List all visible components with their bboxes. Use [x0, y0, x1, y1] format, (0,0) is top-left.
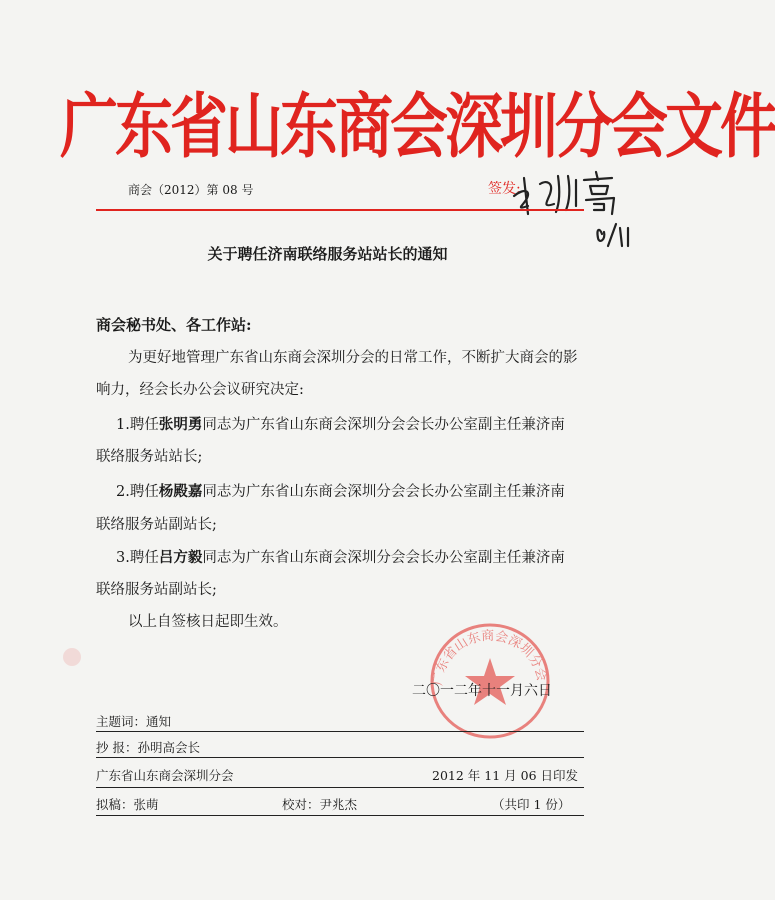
appointment-item-1: [116, 413, 616, 434]
header-red-rule: [96, 209, 584, 211]
footer-rule-2: [96, 757, 584, 758]
subject-keywords: 主题词：通知: [96, 714, 172, 729]
appointment-item-3-continuation: 联络服务站副站长;: [96, 582, 217, 598]
appointment-suffix: 同志为广东省山东商会深圳分会会长办公室副主任兼济南: [202, 417, 565, 433]
drafter: 拟稿：张萌: [96, 797, 159, 812]
appointment-item-2-continuation: 联络服务站副站长;: [96, 517, 217, 533]
appointee-name: 张明勇: [158, 416, 203, 433]
copy-to: 抄 报：孙明高会长: [96, 740, 200, 755]
appointment-prefix: 1.聘任: [116, 417, 159, 433]
notice-recipients: 商会秘书处、各工作站:: [96, 316, 252, 334]
seal-text: 广东省山东商会深圳分会: [430, 628, 549, 687]
appointee-name: 杨殿嘉: [158, 483, 203, 500]
copy-count: （共印 1 份）: [492, 797, 571, 812]
appointment-prefix: 3.聘任: [116, 550, 159, 566]
appointee-name: 吕方毅: [158, 549, 203, 566]
document-header-title: 广东省山东商会深圳分会文件: [60, 85, 775, 168]
signer-label: 签发:: [488, 181, 521, 197]
footer-rule-1: [96, 731, 584, 732]
appointment-item-3: [116, 546, 616, 567]
appointment-suffix: 同志为广东省山东商会深圳分会会长办公室副主任兼济南: [202, 550, 565, 566]
document-number: 商会（2012）第 08 号: [128, 183, 254, 197]
appointment-prefix: 2.聘任: [116, 484, 159, 500]
notice-title: 关于聘任济南联络服务站站长的通知: [207, 245, 448, 263]
footer-rule-3: [96, 787, 584, 788]
proofreader: 校对：尹兆杰: [282, 797, 358, 812]
issuing-organization: 广东省山东商会深圳分会: [96, 768, 234, 783]
issue-date: 二〇一二年十一月六日: [412, 683, 552, 699]
intro-paragraph-line-2: 响力，经会长办公会议研究决定:: [96, 382, 304, 398]
intro-paragraph-line-1: 为更好地管理广东省山东商会深圳分会的日常工作，不断扩大商会的影: [128, 350, 578, 366]
print-smudge: [60, 645, 84, 669]
appointment-suffix: 同志为广东省山东商会深圳分会会长办公室副主任兼济南: [202, 484, 565, 500]
print-date: 2012 年 11 月 06 日印发: [432, 768, 578, 783]
appointment-item-1-continuation: 联络服务站站长;: [96, 449, 203, 465]
footer-rule-4: [96, 815, 584, 816]
appointment-item-2: [116, 480, 616, 501]
effective-statement: 以上自签核日起即生效。: [128, 614, 288, 630]
